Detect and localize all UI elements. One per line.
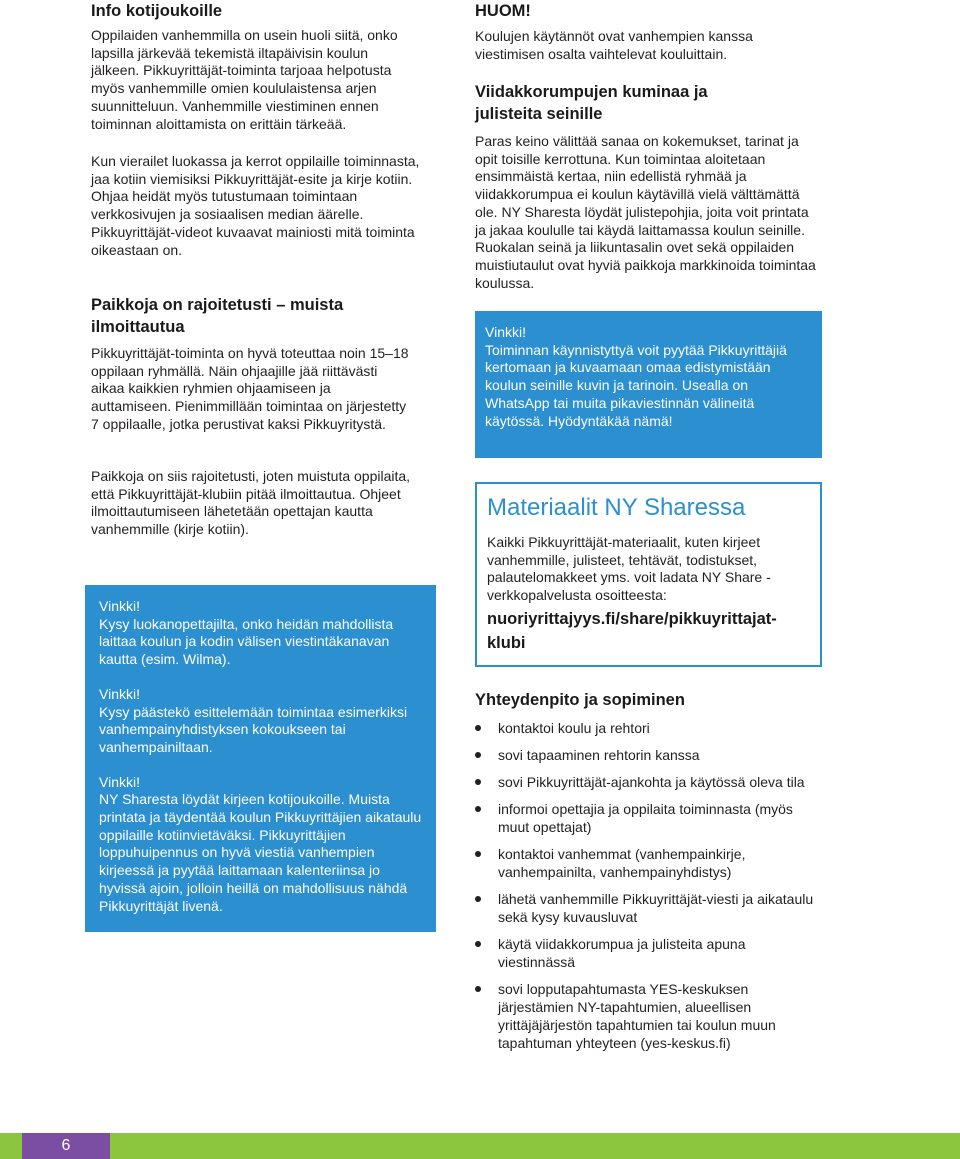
list-item: sovi lopputapahtumasta YES-keskuksen järjestämien NY-tapahtumien, alueellisen yrittäjäjärjestön tapahtumien tai koulun muun tapahtuman yhteyteen (yes-keskus.fi) [475,980,820,1052]
left-tips-box [85,585,436,932]
intro-paragraph-2: Kun vierailet luokassa ja kerrot oppilaille toiminnasta, jaa kotiin viemisiksi Pikkuyrittäjät-esite ja kirje kotiin. Ohjaa heidät myös tutustumaan toimintaan verkkosivujen ja sosiaalisen median äärelle. Pikkuyrittäjät-videot kuvaavat mainiosti mitä toiminta oikeastaan on. [91,153,420,258]
huom-text: Koulujen käytännöt ovat vanhempien kanssa viestimisen osalta vaihtelevat kouluittain. [475,28,753,62]
huom-title: HUOM! [475,2,531,20]
tip-2-text: Kysy päästekö esittelemään toimintaa esimerkiksi vanhempainyhdistyksen kokoukseen tai vanhempainiltaan. [99,703,408,755]
tip-1 [99,598,426,669]
page-number: 6 [22,1133,110,1159]
list-item: sovi Pikkuyrittäjät-ajankohta ja käytössä oleva tila [475,773,820,791]
bullet-icon [475,752,481,758]
right-tip-box [475,311,822,458]
material-text: Kaikki Pikkuyrittäjät-materiaalit, kuten kirjeet vanhemmille, julisteet, tehtävät, todistukset, palautelomakkeet yms. voit ladata NY Share -verkkopalvelusta osoitteesta: [487,534,771,604]
tip-1-text: Kysy luokanopettajilta, onko heidän mahdollista laittaa koulun ja kodin välisen viestintäkanavan kautta (esim. Wilma). [99,615,394,668]
info-title: Info kotijoukoille [91,2,223,20]
tip-2 [99,686,426,757]
bullet-icon [475,779,481,785]
list-item: sovi tapaaminen rehtorin kanssa [475,746,820,764]
bullet-icon [475,806,481,812]
list-item: käytä viidakkorumpua ja julisteita apuna viestinnässä [475,935,820,971]
right-tip-text: Toiminnan käynnistyttyä voit pyytää Pikkuyrittäjiä kertomaan ja kuvaamaan omaa edistymistään koulun seinille kuvin ja tarinoin. Usealla on WhatsApp tai muita pikaviestinnän välineitä käytössä. Hyödyntäkää nämä! [485,341,787,429]
tip-3-text: NY Sharesta löydät kirjeen kotijoukoille. Muista printata ja täydentää koulun Pikkuyrittäjien aikataulu oppilaille kotiinvietäväksi. Pikkuyrittäjien loppuhuipennus on hyvä viestiä vanhempien kirjeessä ja pyytää laittamaan kalenteriinsa jo hyvissä ajoin, jolloin heillä on mahdollisuus nähdä Pikkuyrittäjät livenä. [99,791,422,914]
bullet-icon [475,986,481,992]
list-item: kontaktoi koulu ja rehtori [475,719,820,737]
list-item: informoi opettajia ja oppilaita toiminnasta (myös muut opettajat) [475,800,820,836]
list-item: lähetä vanhemmille Pikkuyrittäjät-viesti ja aikataulu sekä kysy kuvausluvat [475,890,820,926]
material-title: Materiaalit NY Sharessa [487,494,746,521]
contact-list [475,719,820,1052]
material-url-link[interactable]: nuoriyrittajyys.fi/share/pikkuyrittajat-klubi [487,609,777,652]
bullet-icon [475,851,481,857]
section2-title: Paikkoja on rajoitetusti – muista ilmoittautua [91,296,344,336]
tip-2-label: Vinkki! [99,685,140,702]
tip-3-label: Vinkki! [99,773,140,790]
material-box [475,482,822,667]
list-item: kontaktoi vanhemmat (vanhempainkirje, vanhempainilta, vanhempainyhdistys) [475,845,820,881]
tip-1-label: Vinkki! [99,598,140,614]
bullet-icon [475,941,481,947]
poster-text: Paras keino välittää sanaa on kokemukset, tarinat ja opit toisille kerrottuna. Kun toimintaa aloitetaan ensimmäistä kertaa, niin edellistä ryhmää ja viidakkorumpua ei koulun käytävillä vielä välttämättä ole. NY Sharesta löydät julistepohjia, joita voit printata ja jakaa koululle tai käydä laittamassa koulun seinille. Ruokalan seinä ja liikuntasalin ovet sekä oppilaiden muistiutaulut ovat hyviä paikkoja markkinoida toimintaa koulussa. [475,133,816,291]
tip-3 [99,774,426,916]
section2-paragraph-2: Paikkoja on siis rajoitetusti, joten muistuta oppilaita, että Pikkuyrittäjät-klubiin pitää ilmoittautua. Ohjeet ilmoittautumiseen lähetetään opettajan kautta vanhemmille (kirje kotiin). [91,468,411,538]
section2-paragraph-1: Pikkuyrittäjät-toiminta on hyvä toteuttaa noin 15–18 oppilaan ryhmällä. Näin ohjaajille jää riittävästi aikaa kaikkien ryhmien ohjaamiseen ja auttamiseen. Pienimmillään toimintaa on järjestetty 7 oppilaalle, jotka perustivat kaksi Pikkuyritystä. [91,345,409,432]
bullet-icon [475,896,481,902]
poster-title: Viidakkorumpujen kuminaa ja julisteita seinille [475,83,708,123]
contact-title: Yhteydenpito ja sopiminen [475,691,685,709]
bullet-icon [475,725,481,731]
intro-paragraph-1: Oppilaiden vanhemmilla on usein huoli siitä, onko lapsilla järkevää tekemistä iltapäivisin koulun jälkeen. Pikkuyrittäjät-toiminta tarjoaa helpotusta myös vanhemmille omien koululaistensa arjen suunnitteluun. Vanhemmille viestiminen ennen toiminnan aloittamista on erittäin tärkeää. [91,27,398,132]
contact-section [475,689,830,1061]
right-tip-label: Vinkki! [485,324,526,340]
footer-strip [0,1133,960,1159]
